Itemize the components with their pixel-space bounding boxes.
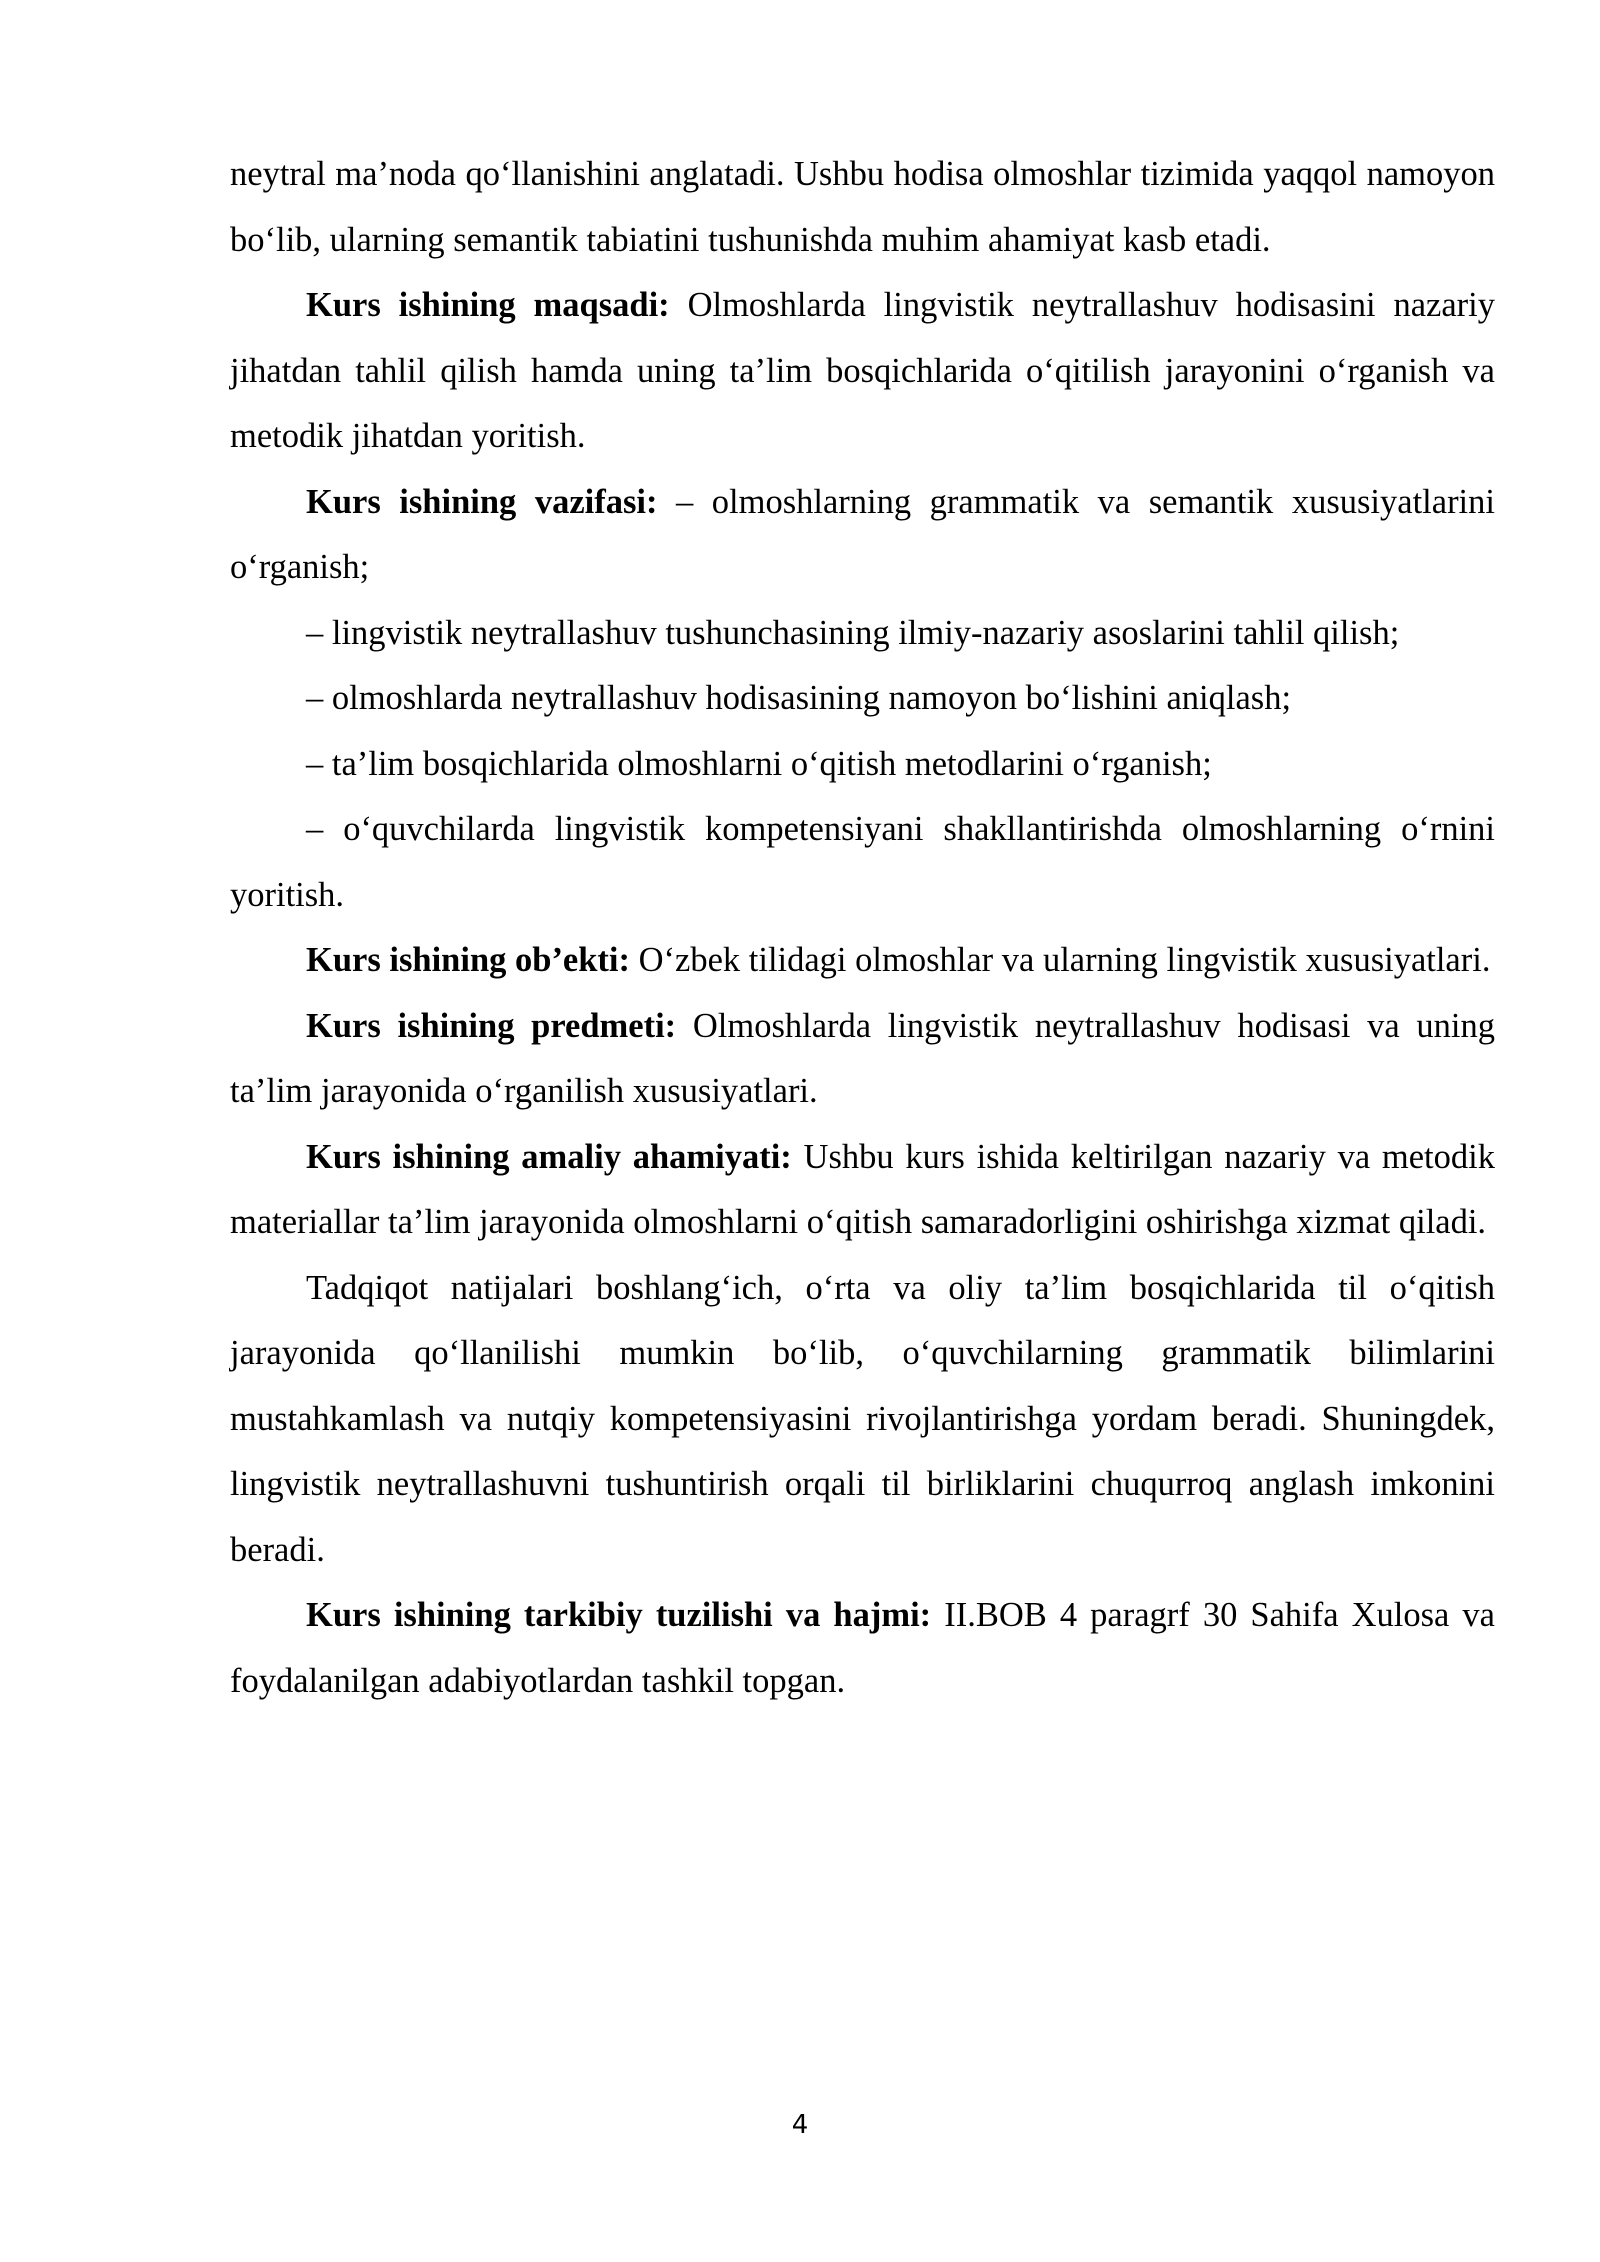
paragraph-text: Olmoshlarda lingvistik neytrallashuv hodisasi va uning ta’lim jarayonida o‘rganilish xususiyatlari. — [230, 1006, 1496, 1110]
paragraph-tasks — [230, 470, 1495, 601]
paragraph-practical-significance — [230, 1125, 1495, 1256]
page-number: 4 — [791, 2110, 809, 2140]
task-list-item: – olmoshlarda neytrallashuv hodisasining namoyon bo‘lishini aniqlash; — [306, 679, 1292, 717]
paragraph-label: Kurs ishining predmeti: — [306, 1006, 677, 1045]
paragraph-text: II.BOB 4 paragrf 30 Sahifa Xulosa va foydalanilgan adabiyotlardan tashkil topgan. — [230, 1596, 1495, 1700]
paragraph-text: O‘zbek tilidagi olmoshlar va ularning lingvistik xususiyatlari. — [630, 941, 1491, 979]
paragraph-label: Kurs ishining vazifasi: — [306, 482, 658, 521]
paragraph-text: neytral ma’noda qo‘llanishini anglatadi. Ushbu hodisa olmoshlar tizimida yaqqol namoyon bo‘lib, ularning semantik tabiatini tushunishda muhim ahamiyat kasb etadi. — [230, 155, 1495, 259]
paragraph-aim — [230, 273, 1495, 470]
paragraph-subject — [230, 994, 1495, 1125]
paragraph-label: Kurs ishining tarkibiy tuzilishi va hajmi: — [306, 1596, 932, 1634]
paragraph-object — [230, 928, 1495, 994]
paragraph-continuation — [230, 142, 1495, 273]
task-list-item: – lingvistik neytrallashuv tushunchasining ilmiy-nazariy asoslarini tahlil qilish; — [306, 613, 1400, 652]
paragraph-research-results — [230, 1256, 1495, 1584]
task-list-item: – ta’lim bosqichlarida olmoshlarni o‘qitish metodlarini o‘rganish; — [306, 744, 1212, 783]
paragraph-text: Tadqiqot natijalari boshlang‘ich, o‘rta va oliy ta’lim bosqichlarida til o‘qitish jarayonida qo‘llanilishi mumkin bo‘lib, o‘quvchilarning grammatik bilimlarini mustahkamlash va nutqiy kompetensiyasini rivojlantirishga yordam beradi. Shuningdek, lingvistik neytrallashuvni tushuntirish orqali til birliklarini chuqurroq anglash imkonini beradi. — [230, 1268, 1495, 1569]
paragraph-text: – olmoshlarning grammatik va semantik xususiyatlarini o‘rganish; — [230, 482, 1495, 586]
paragraph-structure — [230, 1583, 1495, 1714]
paragraph-label: Kurs ishining maqsadi: — [306, 286, 670, 324]
paragraph-text: Olmoshlarda lingvistik neytrallashuv hodisasini nazariy jihatdan tahlil qilish hamda uning ta’lim bosqichlarida o‘qitilish jarayonini o‘rganish va metodik jihatdan yoritish. — [230, 286, 1496, 455]
paragraph-label: Kurs ishining ob’ekti: — [306, 941, 630, 979]
task-list-item: – o‘quvchilarda lingvistik kompetensiyani shakllantirishda olmoshlarning o‘rnini yoritish. — [230, 810, 1495, 914]
document-body — [230, 142, 1495, 1714]
paragraph-label: Kurs ishining amaliy ahamiyati: — [306, 1137, 792, 1176]
paragraph-text: Ushbu kurs ishida keltirilgan nazariy va metodik materiallar ta’lim jarayonida olmoshlarni o‘qitish samaradorligini oshirishga xizmat qiladi. — [230, 1137, 1495, 1241]
